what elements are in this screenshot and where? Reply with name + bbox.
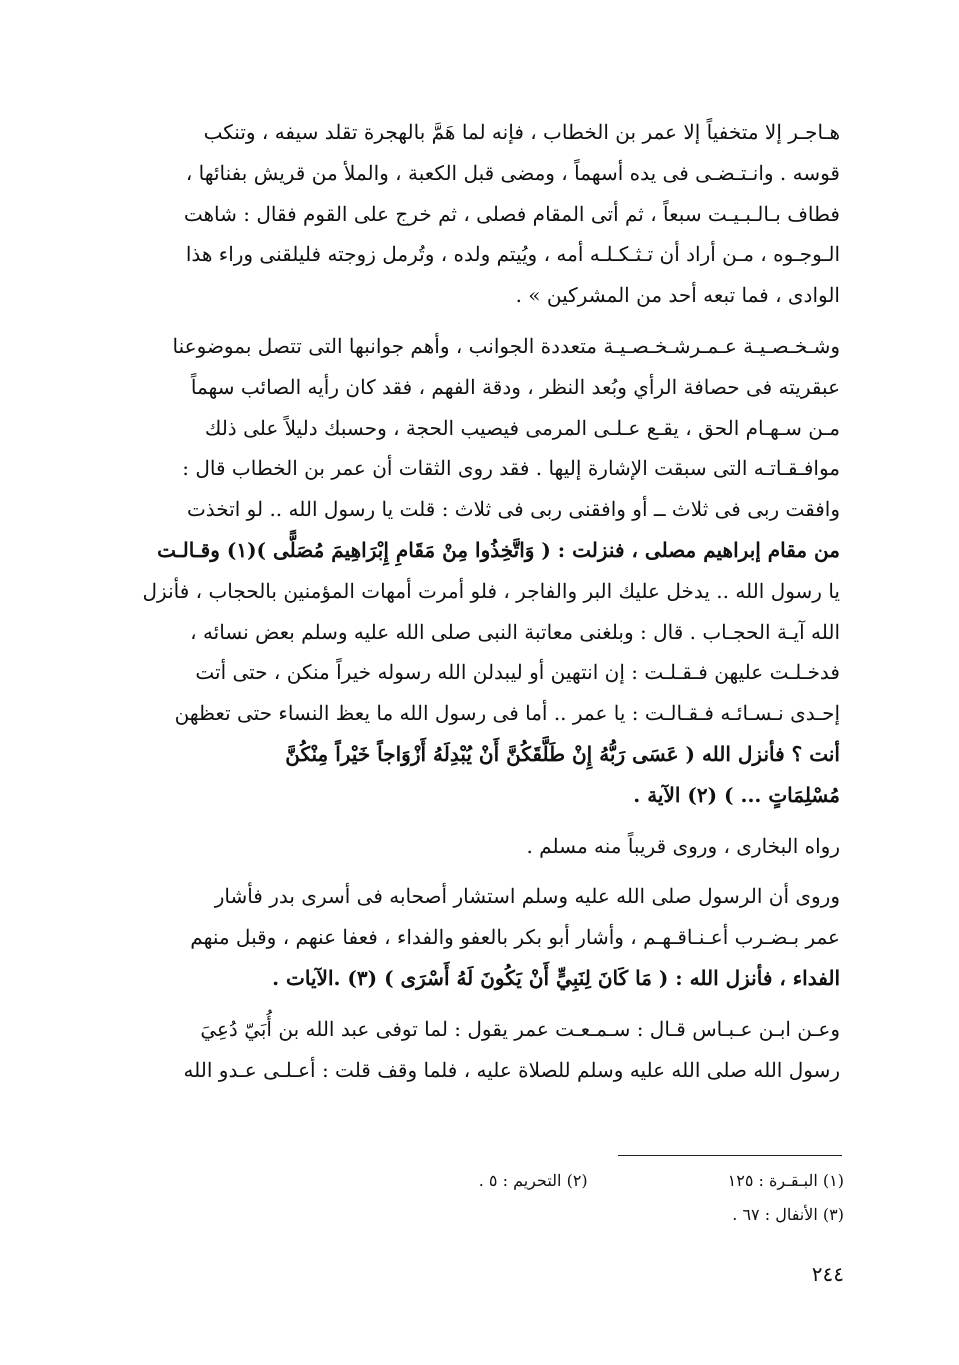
footnote-row xyxy=(340,1164,844,1198)
footnote-divider xyxy=(618,1155,842,1156)
text-line: عمر بـضـرب أعـنـاقـهـم ، وأشار أبو بكر بالعفو والفداء ، فعفا عنهم ، وقبل منهم xyxy=(190,925,840,950)
paragraph-4 xyxy=(100,876,840,998)
page-number: ٢٤٤ xyxy=(811,1262,844,1286)
footnote-3: (٣) الأنفال : ٦٧ . xyxy=(732,1205,844,1224)
text-line: وشـخـصـيـة عـمـرشـخـصـيـة متعددة الجوانب ، وأهم جوانبها التى تتصل بموضوعنا xyxy=(172,333,840,358)
text-line: هـاجـر إلا متخفياً إلا عمر بن الخطاب ، فإنه لما هَمَّ بالهجرة تقلد سيفه ، وتنكب xyxy=(203,120,840,144)
footnote-1: (١) البـقـرة : ١٢٥ xyxy=(727,1171,844,1190)
text-line: مـن سـهـام الحق ، يقـع عـلـى المرمى فيصيب الحجة ، وحسبك دليلاً على ذلك xyxy=(204,415,840,440)
text-line-verse: أنت ؟ فأنزل الله ( عَسَى رَبُّهُ إِنْ طَلَّقَكُنَّ أَنْ يُبْدِلَهُ أَزْوَاجاً خَيْراً مِنْكُنَّ xyxy=(285,741,840,766)
text-line: موافـقـاتـه التى سبقت الإشارة إليها . فقد روى الثقات أن عمر بن الخطاب قال : xyxy=(182,456,840,481)
paragraph-5 xyxy=(100,1009,840,1091)
text-line-verse: من مقام إبراهيم مصلى ، فنزلت : ( وَاتَّخِذُوا مِنْ مَقَامِ إِبْرَاهِيمَ مُصَلًّى )(١) وقـالـت xyxy=(157,537,840,562)
text-line: إحـدى نـسـائـه فـقـالـت : يا عمر .. أما فى رسول الله ما يعظ النساء حتى تعظهن xyxy=(174,701,840,726)
paragraph-2 xyxy=(100,326,840,816)
text-line: وعـن ابـن عـبـاس قـال : سـمـعـت عمر يقول : لما توفى عبد الله بن أُبَيّ دُعِيَ xyxy=(200,1016,840,1041)
text-line: عبقريته فى حصافة الرأي وبُعد النظر ، ودقة الفهم ، فقد كان رأيه الصائب سهماً xyxy=(190,374,840,399)
text-line: الـوجـوه ، مـن أراد أن تـثـكـلـه أمه ، ويُيتم ولده ، وتُرمل زوجته فليلقنى وراء هذا xyxy=(185,242,840,267)
text-line: يا رسول الله .. يدخل عليك البر والفاجر ، فلو أمرت أمهات المؤمنين بالحجاب ، فأنزل xyxy=(142,578,840,603)
text-line: الله آيـة الحجـاب . قال : وبلغنى معاتبة النبى صلى الله عليه وسلم بعض نسائه ، xyxy=(190,619,840,644)
text-line: وروى أن الرسول صلى الله عليه وسلم استشار أصحابه فى أسرى بدر فأشار xyxy=(214,884,840,909)
footnote-2: (٢) التحريم : ٥ . xyxy=(478,1171,588,1190)
text-line-verse: الفداء ، فأنزل الله : ( مَا كَانَ لِنَبِيٍّ أَنْ يَكُونَ لَهُ أَسْرَى ) (٣) .الآيات . xyxy=(272,965,840,990)
text-line: فطاف بـالـبـيـت سبعاً ، ثم أتى المقام فصلى ، ثم خرج على القوم فقال : شاهت xyxy=(183,201,840,226)
text-line: الوادى ، فما تبعه أحد من المشركين » . xyxy=(515,283,840,308)
text-line: وافقت ربى فى ثلاث ــ أو وافقنى ربى فى ثلاث : قلت يا رسول الله .. لو اتخذت xyxy=(186,497,840,522)
text-line: قوسه . وانـتـضـى فى يده أسهماً ، ومضى قبل الكعبة ، والملأ من قريش بفنائها ، xyxy=(185,160,840,185)
text-line-verse: مُسْلِمَاتٍ ... ) (٢) الآية . xyxy=(633,782,840,807)
paragraph-1 xyxy=(100,112,840,316)
text-line: رسول الله صلى الله عليه وسلم للصلاة عليه ، فلما وقف قلت : أعـلـى عـدو الله xyxy=(183,1057,840,1082)
paragraph-3 xyxy=(100,826,840,867)
footnotes xyxy=(340,1164,844,1232)
footnote-row xyxy=(340,1198,844,1232)
text-line: فدخـلـت عليهن فـقـلـت : إن انتهين أو ليبدلن الله رسوله خيراً منكن ، حتى أتت xyxy=(195,660,840,685)
main-text xyxy=(100,112,840,1100)
text-line: رواه البخارى ، وروى قريباً منه مسلم . xyxy=(526,833,840,858)
